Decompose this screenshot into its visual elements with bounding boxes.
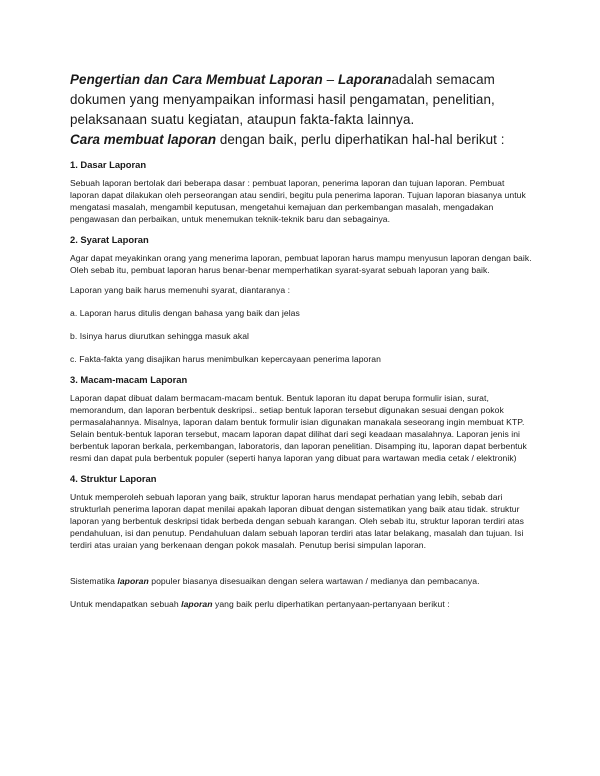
section-body-macam: Laporan dapat dibuat dalam bermacam-macam bentuk. Bentuk laporan itu dapat berupa formulir isian, surat, memorandum, dan laporan berbentuk deskripsi.. setiap bentuk laporan tersebut digunakan sesuai dengan pokok permasalahannya. Misalnya, laporan dalam bentuk formulir isian digunakan manakala seseorang ingin membuat KTP. Selain bentuk-bentuk laporan tersebut, macam laporan dapat dilihat dari segi keadaan masalahnya. Laporan jenis ini berbentuk laporan berkala, perkembangan, laboratoris, dan laporan penelitian. Disamping itu, laporan dapat berbentuk resmi dan dapat pula berbentuk populer (seperti hanya laporan yang dibuat para wartawan media cetak / elektronik) xyxy=(70,393,527,463)
intro-term: Laporan xyxy=(337,72,392,87)
section-body-struktur: Untuk memperoleh sebuah laporan yang baik, struktur laporan harus mendapat perhatian yang lebih, sebab dari strukturlah penerima laporan dapat menilai apakah laporan dibuat dengan sistematikan yang baik atau tidak. struktur laporan yang berbentuk deskripsi tidak berbeda dengan sebuah karangan. Oleh sebab itu, struktur laporan terdiri atas pendahuluan, isi dan penutup. Pendahuluan dalam sebuah laporan terdiri atas latar belakang, masalah dan tujuan. Isi terdiri atas uraian yang berkenaan dengan pokok masalah. Penutup berisi simpulan laporan. xyxy=(70,492,524,550)
section-heading-dasar: 1. Dasar Laporan xyxy=(70,159,147,170)
section-heading-syarat: 2. Syarat Laporan xyxy=(70,234,149,245)
intro-title: Pengertian dan Cara Membuat Laporan xyxy=(70,72,323,87)
list-item: a. Laporan harus ditulis dengan bahasa yang baik dan jelas xyxy=(70,308,300,318)
section-body-syarat: Agar dapat meyakinkan orang yang menerima laporan, pembuat laporan harus mampu menyusun laporan dengan baik. Oleh sebab itu, pembuat laporan harus benar-benar memperhatikan syarat-syarat sebuah laporan yang baik. xyxy=(70,253,532,275)
section-body-dasar: Sebuah laporan bertolak dari beberapa dasar : pembuat laporan, penerima laporan dan tujuan laporan. Pembuat laporan dapat dilakukan oleh perseorangan atau sendiri, begitu pula penerima laporan. Tujuan laporan biasanya untuk mengatasi masalah, mengambil keputusan, mengetahui kemajuan dan perkembangan masalah, mengadakan pengawasan dan perbaikan, untuk menemukan teknik-teknik baru dan sebagainya. xyxy=(70,178,526,224)
intro-definition: adalah semacam dokumen yang menyampaikan informasi hasil pengamatan, penelitian, pelaksanaan suatu kegiatan, ataupun fakta-fakta lainnya. xyxy=(70,72,495,127)
closing-paragraph-pertanyaan: Untuk mendapatkan sebuah laporan yang baik perlu diperhatikan pertanyaan-pertanyaan berikut : xyxy=(70,599,450,609)
list-item: b. Isinya harus diurutkan sehingga masuk akal xyxy=(70,331,250,341)
syarat-list-intro: Laporan yang baik harus memenuhi syarat, diantaranya : xyxy=(70,285,291,295)
list-item: c. Fakta-fakta yang disajikan harus menimbulkan kepercayaan penerima laporan xyxy=(70,354,381,364)
spacer xyxy=(70,559,532,571)
intro-paragraph xyxy=(70,70,532,130)
closing-bold-laporan: laporan xyxy=(117,576,149,586)
section-heading-macam: 3. Macam-macam Laporan xyxy=(70,374,188,385)
closing-bold-laporan-2: laporan xyxy=(181,599,213,609)
intro-lead-rest: dengan baik, perlu diperhatikan hal-hal berikut : xyxy=(216,132,505,147)
intro-dash: – xyxy=(322,72,338,87)
closing-paragraph-sistematika: Sistematika laporan populer biasanya disesuaikan dengan selera wartawan / medianya dan pembacanya. xyxy=(70,576,480,586)
intro-lead-bold: Cara membuat laporan xyxy=(70,132,217,147)
document-page xyxy=(70,70,532,617)
intro-lead xyxy=(70,130,532,150)
section-heading-struktur: 4. Struktur Laporan xyxy=(70,473,157,484)
